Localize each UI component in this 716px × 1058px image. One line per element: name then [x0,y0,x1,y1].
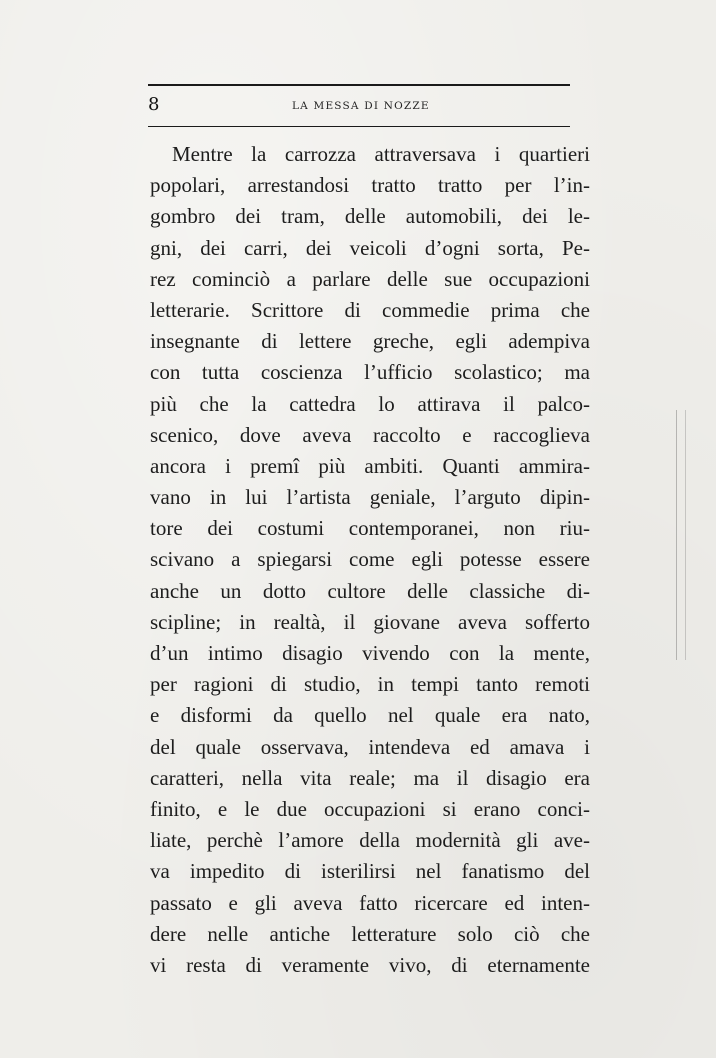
margin-fold-mark [676,410,686,660]
text-line: vano in lui l’artista geniale, l’arguto dipin- [150,485,590,510]
text-line: popolari, arrestandosi tratto tratto per l’in- [150,173,590,198]
text-line: scivano a spiegarsi come egli potesse essere [150,547,590,572]
text-line: letterarie. Scrittore di commedie prima che [150,297,590,322]
text-line: gombro dei tram, delle automobili, dei le- [150,204,590,229]
text-line: con tutta coscienza l’ufficio scolastico; ma [150,360,590,385]
text-line: vi resta di veramente vivo, di eternamente [150,952,590,977]
text-line: caratteri, nella vita reale; ma il disagio era [150,765,590,790]
text-line: e disformi da quello nel quale era nato, [150,703,590,728]
running-title: LA MESSA DI NOZZE [292,100,430,112]
text-line: insegnante di lettere greche, egli adempiva [150,329,590,354]
text-line: più che la cattedra lo attirava il palco- [150,391,590,416]
text-line: per ragioni di studio, in tempi tanto remoti [150,672,590,697]
header-bottom-rule [148,126,570,127]
text-line: gni, dei carri, dei veicoli d’ogni sorta, Pe- [150,235,590,260]
page-number: 8 [148,94,160,115]
text-line: ancora i premî più ambiti. Quanti ammira- [150,453,590,478]
text-line: liate, perchè l’amore della modernità gli ave- [150,828,590,853]
text-line: d’un intimo disagio vivendo con la mente, [150,641,590,665]
body-text [150,139,590,981]
text-line: scenico, dove aveva raccolto e raccoglieva [150,422,590,447]
text-line: tore dei costumi contemporanei, non riu- [150,516,590,541]
text-line: scipline; in realtà, il giovane aveva sofferto [150,609,590,634]
text-line: anche un dotto cultore delle classiche di- [150,578,590,603]
header-top-rule [148,84,570,86]
text-line: passato e gli aveva fatto ricercare ed inten- [150,890,590,915]
text-line: del quale osservava, intendeva ed amava i [150,734,590,759]
text-line: finito, e le due occupazioni si erano conci- [150,796,590,821]
text-line: Mentre la carrozza attraversava i quartieri [172,142,590,166]
text-line: va impedito di isterilirsi nel fanatismo del [150,859,590,884]
text-line: dere nelle antiche letterature solo ciò che [150,921,590,946]
text-line: rez cominciò a parlare delle sue occupazioni [150,266,590,291]
